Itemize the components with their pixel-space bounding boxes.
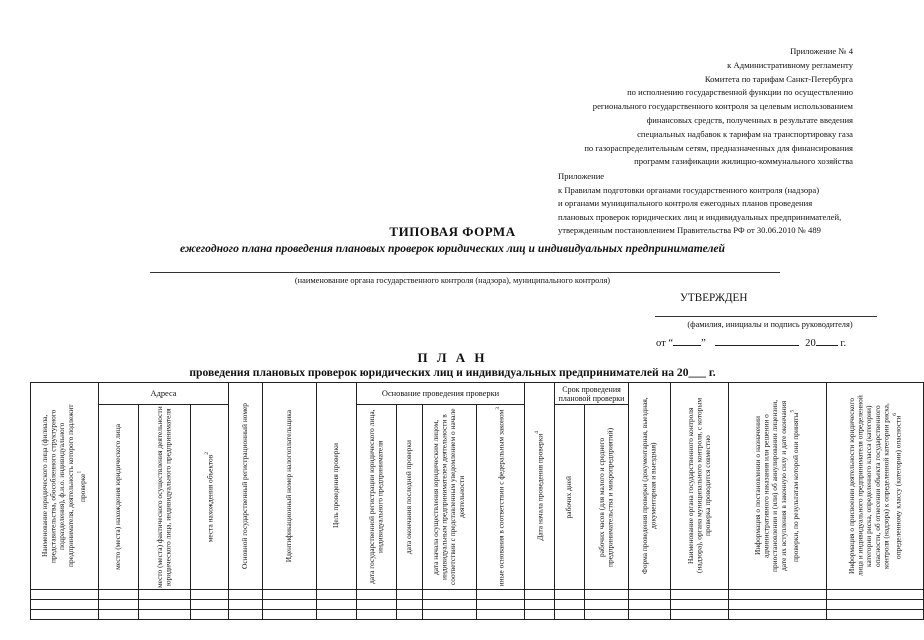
header-start-date: Дата начала проведения проверки$^4$ [525, 383, 555, 590]
rules-appendix-line: к Правилам подготовки органами государственного контроля (надзора) [558, 184, 820, 195]
approved-label: УТВЕРЖДЕН [680, 292, 748, 304]
appendix-line: специальных надбавок к тарифам на транспортировку газа [637, 128, 853, 139]
header-entity-name: Наименование юридического лица (филиала, представительства, обособленного структурного подразделения), ф.и.о. индивидуального предпринимателя, деятельность которого подлежит проверке$^1$ [31, 383, 99, 590]
header-group-term: Срок проведения плановой проверки [555, 383, 629, 405]
plan-title: П Л А Н [417, 350, 488, 365]
header-working-days: рабочих дней [555, 405, 585, 590]
header-objects-address: места нахождения объектов$^2$ [191, 405, 229, 590]
header-last-check-date: дата окончания последней проверки [397, 405, 423, 590]
header-actual-address: место (места) фактического осуществления деятельности юридического лица, индивидуального предпринимателя [139, 405, 191, 590]
appendix-line: Приложение № 4 [790, 46, 853, 56]
rules-appendix-line: плановых проверок юридических лиц и индивидуальных предпринимателей, [558, 211, 842, 222]
appendix-line: по исполнению государственной функции по осуществлению [627, 87, 853, 98]
organ-caption: (наименование органа государственного контроля (надзора), муниципального контроля) [294, 276, 611, 285]
header-group-addresses: Адреса [99, 383, 229, 405]
table-row [31, 610, 924, 620]
organ-name-line [150, 272, 780, 273]
header-registration-date: дата государственной регистрации юридического лица, индивидуального предпринимателя [357, 405, 397, 590]
signature-line [655, 316, 877, 317]
table-row [31, 590, 924, 600]
fio-caption: (фамилия, инициалы и подпись руководителя) [687, 320, 853, 329]
rules-appendix-line: Приложение [558, 171, 605, 181]
table-row [31, 600, 924, 610]
date-prefix: от “ [656, 338, 674, 349]
header-risk-info: Информация о присвоении деятельности юридического лица и индивидуального предпринимателя определенной категории риска, определенного класса (категории) опасности, об отнесении объекта государственного контроля (надзора) к определенной категории риска, определенному классу (категории) опасности$^6$ [827, 383, 924, 590]
appendix-line: финансовых средств, полученных в результате введения [646, 114, 853, 125]
header-form: Форма проведения проверки (документарная, выездная, документарная и выездная) [629, 383, 671, 590]
header-group-basis: Основание проведения проверки [357, 383, 525, 405]
plan-table [30, 382, 924, 620]
appendix-line: Комитета по тарифам Санкт-Петербурга [704, 73, 853, 84]
header-legal-address: место (места) нахождения юридического лица [99, 405, 139, 590]
appendix-line: регионального государственного контроля за целевым использованием [592, 101, 853, 112]
header-penalty-info: Информация о постановлении о назначении административного наказания или решении о приостановлении и (или) об аннулировании лицензии, дате их вступления в законную силу и дате окончания проверки, по результатам которой они приняты$^5$ [729, 383, 827, 590]
form-subtitle: ежегодного плана проведения плановых проверок юридических лиц и индивидуальных предпринимателей [180, 242, 725, 255]
plan-subtitle: проведения плановых проверок юридических лиц и индивидуальных предпринимателей на 20___ г. [189, 366, 716, 379]
form-title: ТИПОВАЯ ФОРМА [389, 224, 516, 239]
header-ogrn: Основной государственный регистрационный номер [229, 383, 263, 590]
header-inn: Идентификационный номер налогоплательщика [263, 383, 317, 590]
approval-date-row: от “ ” 20 г. [656, 338, 847, 349]
appendix-line: к Административному регламенту [727, 59, 853, 70]
header-purpose: Цель проведения проверки [317, 383, 357, 590]
header-working-hours: рабочих часов (для малого и среднего предпринимательства и микропредприятий) [585, 405, 629, 590]
appendix-line: по газораспределительным сетям, предназначенных для финансирования [584, 142, 853, 153]
appendix-line: программ газификации жилищно-коммунального хозяйства [634, 156, 853, 167]
header-other-basis: иные основания в соответствии с федеральным законом$^3$ [477, 405, 525, 590]
header-activity-start-date: дата начала осуществления юридическим лицом, индивидуальным предпринимателем деятельности в соответствии с представленным уведомлением о начале деятельности [423, 405, 477, 590]
appendix-block [333, 45, 853, 169]
rules-appendix-line: утвержденным постановлением Правительства РФ от 30.06.2010 № 489 [558, 225, 821, 236]
header-joint-organ: Наименование органа государственного контроля (надзора), органа муниципального контроля, с которым проверка проводится совместно [671, 383, 729, 590]
rules-appendix-line: и органами муниципального контроля ежегодных планов проведения [558, 198, 813, 209]
